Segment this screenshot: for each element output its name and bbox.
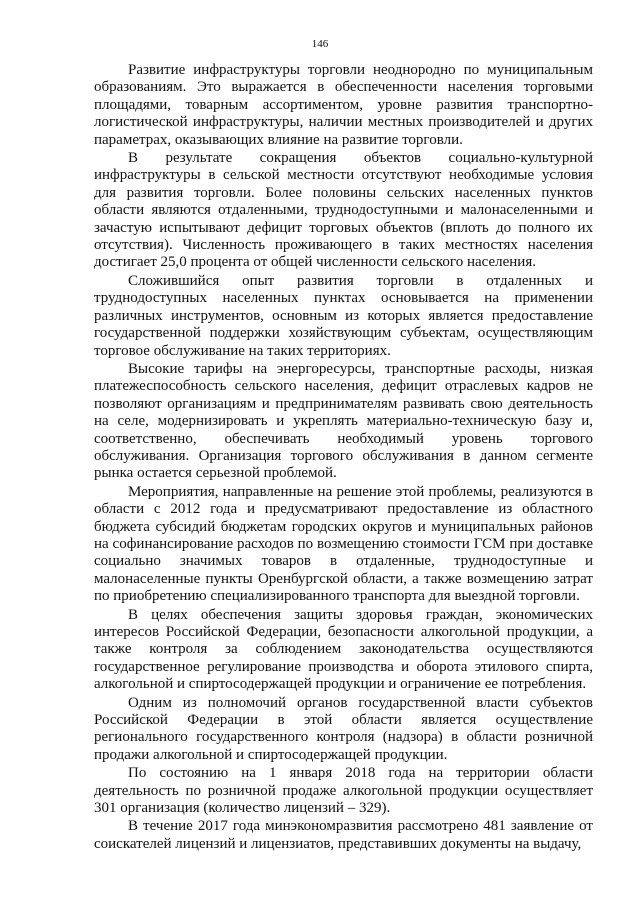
paragraph: В течение 2017 года минэкономразвития рассмотрено 481 заявление от соискателей лицензий и лицензиатов, представивших документы на выдачу, — [94, 818, 593, 852]
paragraph: В целях обеспечения защиты здоровья граждан, экономических интересов Российской Федерации, безопасности алкогольной продукции, а также контроля за соблюдением законодательства осуществляются государственное регулирование производства и оборота этилового спирта, алкогольной и спиртосодержащей продукции и ограничение ее потребления. — [94, 606, 593, 693]
body-text — [94, 62, 593, 853]
paragraph: Сложившийся опыт развития торговли в отдаленных и труднодоступных населенных пунктах основывается на применении различных инструментов, основным из которых является предоставление государственной поддержки хозяйствующим субъектам, осуществляющим торговое обслуживание на таких территориях. — [94, 272, 593, 359]
paragraph: Развитие инфраструктуры торговли неоднородно по муниципальным образованиям. Это выражается в обеспеченности населения торговыми площадями, товарным ассортиментом, уровне развития транспортно-логистической инфраструктуры, наличии местных производителей и других параметрах, оказывающих влияние на развитие торговли. — [94, 62, 593, 148]
paragraph: Мероприятия, направленные на решение этой проблемы, реализуются в области с 2012 года и предусматривают предоставление из областного бюджета субсидий бюджетам городских округов и муниципальных районов на софинансирование расходов по возмещению стоимости ГСМ при доставке социально значимых товаров в отдаленные, труднодоступные и малонаселенные пункты Оренбургской области, а также возмещению затрат по приобретению специализированного транспорта для выездной торговли. — [94, 483, 593, 605]
paragraph: В результате сокращения объектов социально-культурной инфраструктуры в сельской местности отсутствуют необходимые условия для развития торговли. Более половины сельских населенных пунктов области являются отдаленными, труднодоступными и малонаселенными и зачастую испытывают дефицит торговых объектов (вплоть до полного их отсутствия). Численность проживающего в таких местностях населения достигает 25,0 процента от общей численности сельского населения. — [94, 150, 593, 271]
page-number: 146 — [311, 38, 329, 50]
paragraph: По состоянию на 1 января 2018 года на территории области деятельность по розничной продаже алкогольной продукции осуществляет 301 организация (количество лицензий – 329). — [94, 765, 593, 817]
paragraph: Одним из полномочий органов государственной власти субъектов Российской Федерации в этой области является осуществление регионального государственного контроля (надзора) в области розничной продажи алкогольной и спиртосодержащей продукции. — [94, 694, 593, 763]
paragraph: Высокие тарифы на энергоресурсы, транспортные расходы, низкая платежеспособность сельского населения, дефицит отраслевых кадров не позволяют организациям и предпринимателям развивать свою деятельность на селе, модернизировать и укреплять материально-техническую базу и, соответственно, обеспечивать необходимый уровень торгового обслуживания. Организация торгового обслуживания в данном сегменте рынка остается серьезной проблемой. — [94, 360, 593, 482]
